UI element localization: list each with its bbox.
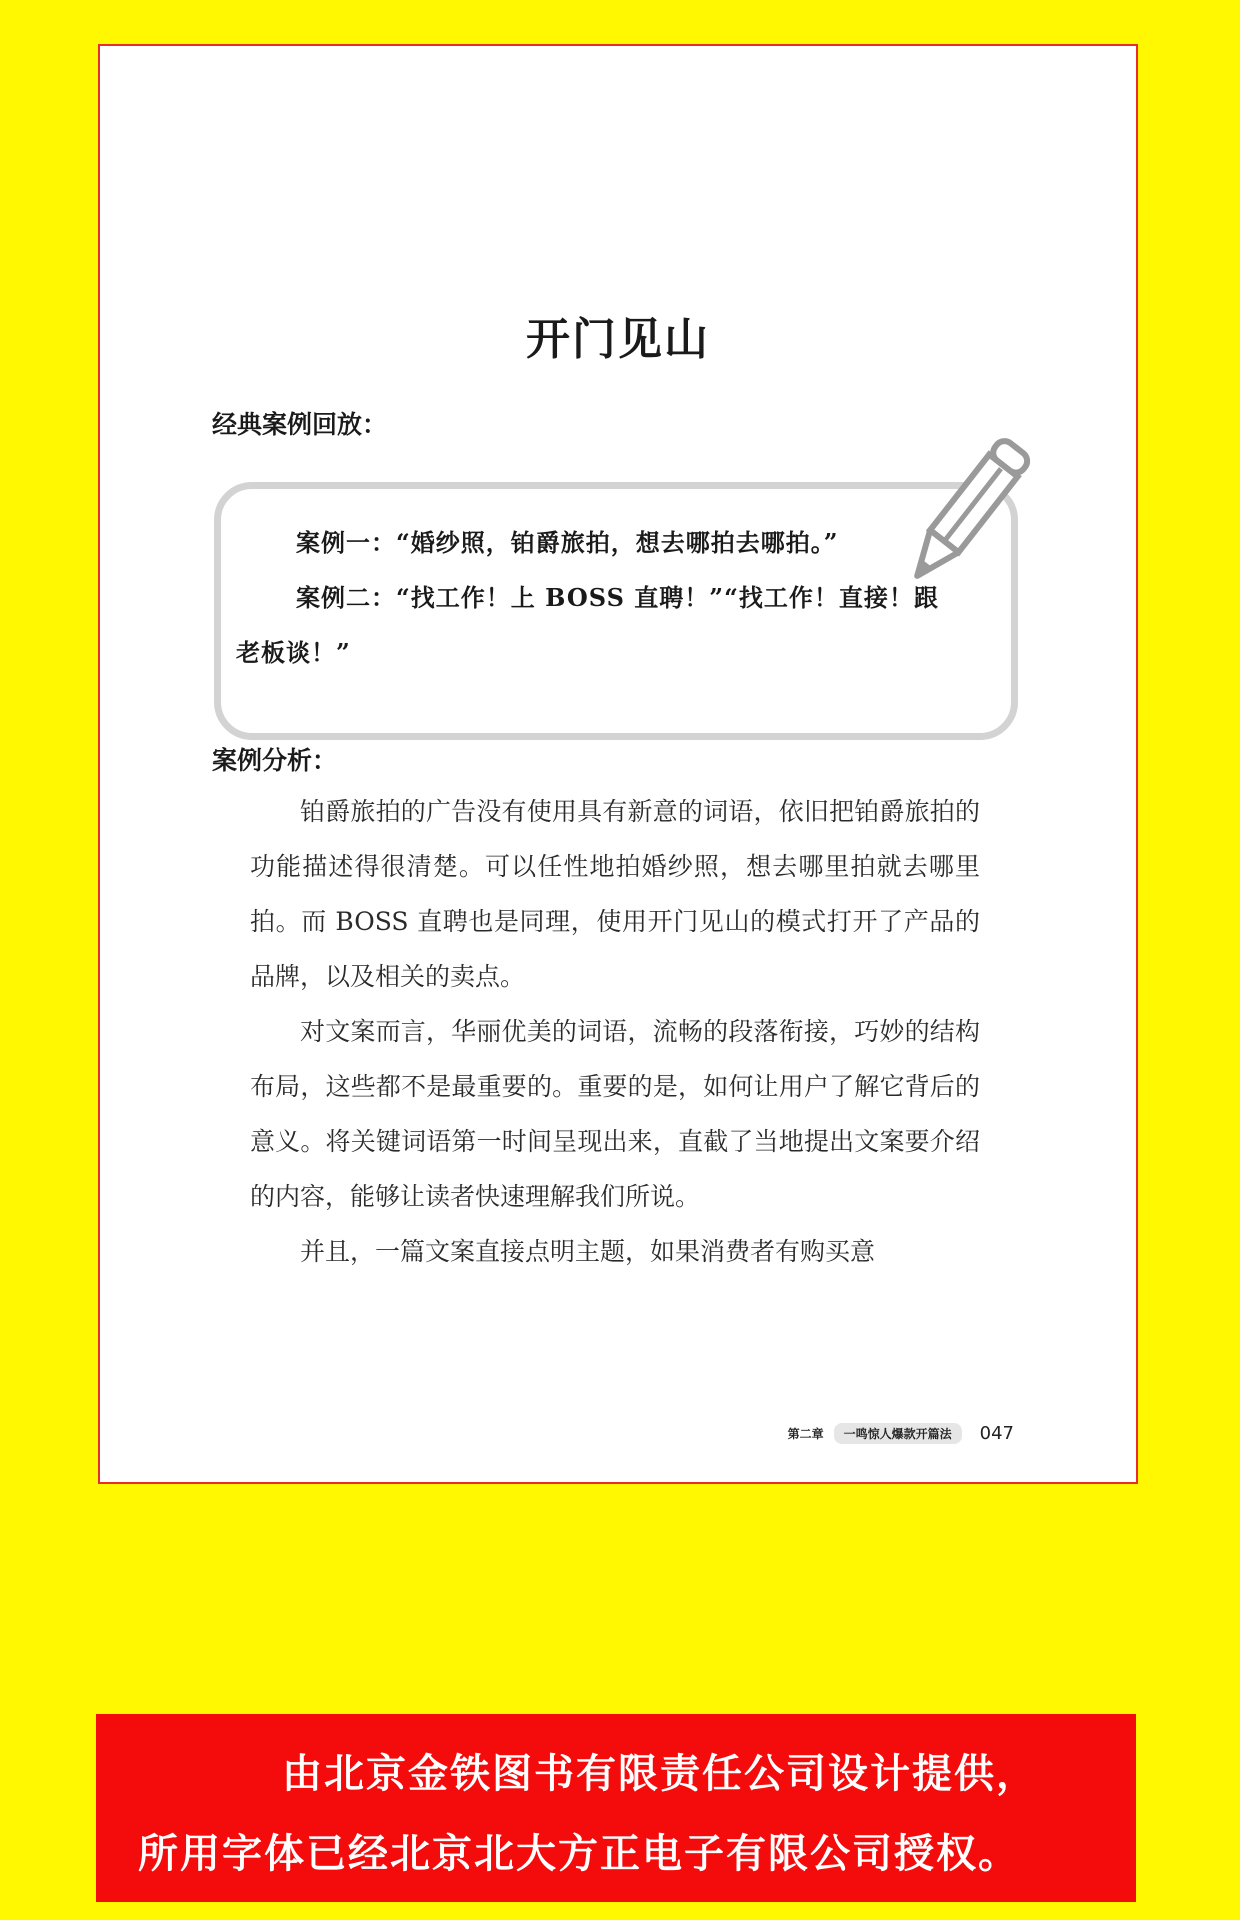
review-label: 经典案例回放： <box>212 410 388 439</box>
paragraph-3: 并且，一篇文案直接点明主题，如果消费者有购买意 <box>300 1237 876 1266</box>
copyright-banner <box>96 1714 1136 1902</box>
analysis-label: 案例分析： <box>212 746 338 775</box>
case-line-3: 老板谈！” <box>236 638 351 667</box>
banner-line-1: 由北京金铁图书有限责任公司设计提供， <box>282 1751 1038 1797</box>
page-footer <box>788 1423 1014 1444</box>
chapter-number: 第二章 <box>787 1427 824 1441</box>
paragraph-1: 铂爵旅拍的广告没有使用具有新意的词语，依旧把铂爵旅拍的功能描述得很清楚。可以任性地拍婚纱照，想去哪里拍就去哪里拍。而 BOSS 直聘也是同理，使用开门见山的模式打开了产品的品牌，以及相关的卖点。 <box>250 797 980 991</box>
page-number: 047 <box>979 1423 1014 1444</box>
case-line-1: 案例一：“婚纱照，铂爵旅拍，想去哪拍去哪拍。” <box>296 528 839 557</box>
page-title: 开门见山 <box>526 314 710 365</box>
chapter-title: 一鸣惊人爆款开篇法 <box>834 1423 962 1444</box>
analysis-body <box>250 784 980 1279</box>
paragraph-2: 对文案而言，华丽优美的词语，流畅的段落衔接，巧妙的结构布局，这些都不是最重要的。重要的是，如何让用户了解它背后的意义。将关键词语第一时间呈现出来，直截了当地提出文案要介绍的内容，能够让读者快速理解我们所说。 <box>250 1017 980 1211</box>
pencil-icon <box>896 426 1032 606</box>
banner-line-2: 所用字体已经北京北大方正电子有限公司授权。 <box>138 1831 1020 1877</box>
case-line-2: 案例二：“找工作！上 BOSS 直聘！”“找工作！直接！跟 <box>296 583 939 612</box>
book-page <box>98 44 1138 1484</box>
